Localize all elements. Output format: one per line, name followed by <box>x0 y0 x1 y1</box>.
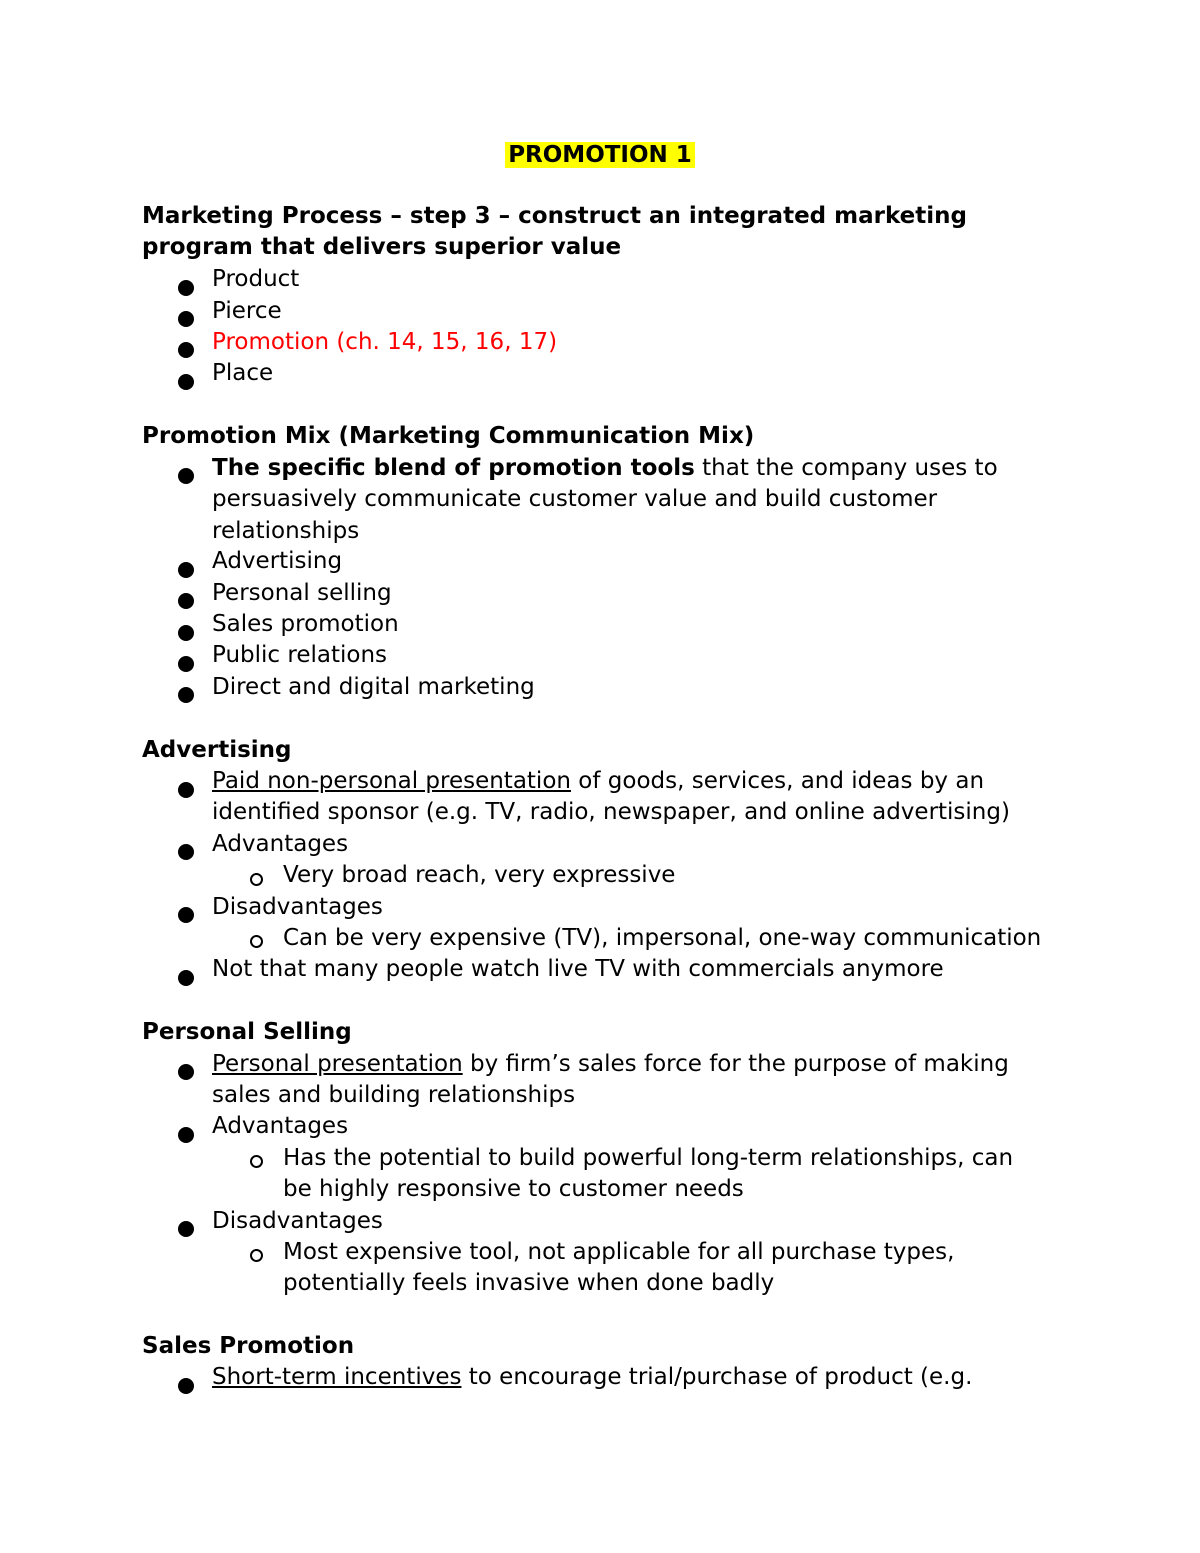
sub-list-item: Can be very expensive (TV), impersonal, one-way communication <box>283 925 1042 951</box>
title-line <box>0 138 1200 172</box>
list-item: Personal selling <box>212 580 392 606</box>
bullet-icon <box>178 625 194 641</box>
hollow-bullet-icon <box>250 1249 263 1262</box>
bullet-icon <box>178 280 194 296</box>
sub-list-item: Very broad reach, very expressive <box>283 862 676 888</box>
definition-item <box>212 1362 1072 1393</box>
definition-text: by firm’s sales force for the purpose of making sales and building relationships <box>212 1051 1009 1109</box>
definition-text: that the company uses to persuasively communicate customer value and build customer relationships <box>212 455 998 544</box>
section-heading-sales-promotion: Sales Promotion <box>142 1333 355 1359</box>
list-item: Product <box>212 266 300 292</box>
hollow-bullet-icon <box>250 873 263 886</box>
list-item: Advertising <box>212 548 343 574</box>
list-item: Advantages <box>212 831 349 857</box>
list-item: Not that many people watch live TV with commercials anymore <box>212 956 944 982</box>
definition-term: Personal presentation <box>212 1051 463 1077</box>
bullet-icon <box>178 1127 194 1143</box>
bullet-icon <box>178 593 194 609</box>
bullet-icon <box>178 844 194 860</box>
section-heading-personal-selling: Personal Selling <box>142 1019 352 1045</box>
definition-item <box>212 766 1042 829</box>
section-heading-advertising: Advertising <box>142 737 292 763</box>
list-item: Direct and digital marketing <box>212 674 535 700</box>
list-item: Pierce <box>212 298 282 324</box>
definition-item <box>212 1049 1042 1112</box>
page-title: PROMOTION 1 <box>505 142 695 168</box>
section-heading-mix: Promotion Mix (Marketing Communication Mix) <box>142 423 755 449</box>
list-item: Disadvantages <box>212 894 383 920</box>
section-heading-process: Marketing Process – step 3 – construct an integrated marketing program that delivers superior value <box>142 203 967 260</box>
list-item: Advantages <box>212 1113 349 1139</box>
list-item: Disadvantages <box>212 1208 383 1234</box>
sub-list-item: Most expensive tool, not applicable for all purchase types, potentially feels invasive when done badly <box>283 1239 955 1297</box>
list-item: Sales promotion <box>212 611 399 637</box>
bullet-icon <box>178 342 194 358</box>
definition-term: The specific blend of promotion tools <box>212 455 695 481</box>
hollow-bullet-icon <box>250 935 263 948</box>
bullet-icon <box>178 687 194 703</box>
hollow-bullet-icon <box>250 1155 263 1168</box>
list-item: Place <box>212 360 274 386</box>
sub-list-item: Has the potential to build powerful long-term relationships, can be highly responsive to customer needs <box>283 1145 1014 1203</box>
bullet-icon <box>178 907 194 923</box>
definition-item <box>212 453 1032 547</box>
bullet-icon <box>178 1378 194 1394</box>
bullet-icon <box>178 1064 194 1080</box>
bullet-icon <box>178 374 194 390</box>
bullet-icon <box>178 970 194 986</box>
bullet-icon <box>178 782 194 798</box>
bullet-icon <box>178 468 194 484</box>
list-item: Public relations <box>212 642 388 668</box>
bullet-icon <box>178 562 194 578</box>
bullet-icon <box>178 656 194 672</box>
definition-term: Paid non-personal presentation <box>212 768 571 794</box>
definition-text: to encourage trial/purchase of product (e.g. <box>461 1364 973 1390</box>
bullet-icon <box>178 311 194 327</box>
definition-term: Short-term incentives <box>212 1364 462 1390</box>
list-item-highlighted: Promotion (ch. 14, 15, 16, 17) <box>212 329 558 355</box>
bullet-icon <box>178 1221 194 1237</box>
definition-text: of goods, services, and ideas by an identified sponsor (e.g. TV, radio, newspaper, and online advertising) <box>212 768 1010 826</box>
